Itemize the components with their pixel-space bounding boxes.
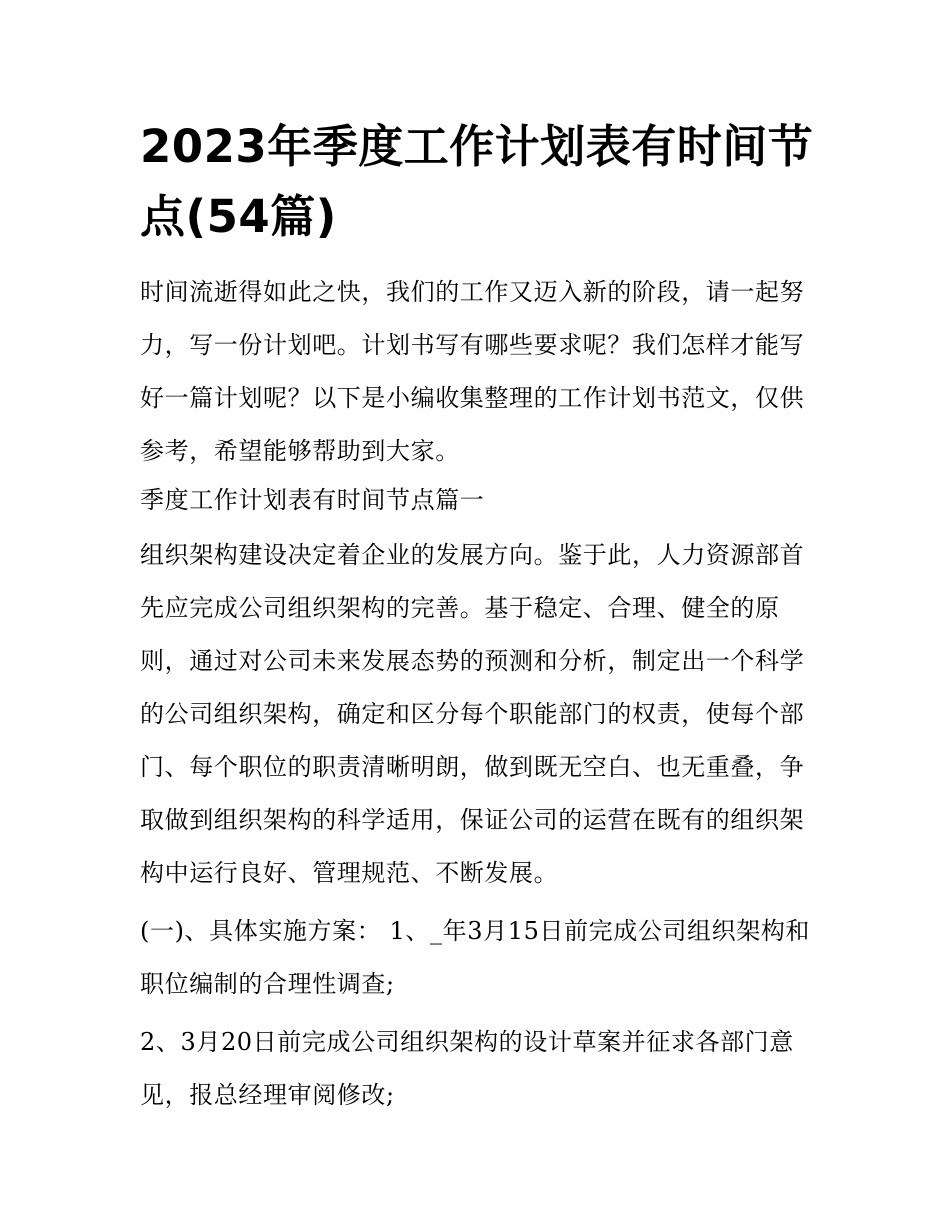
intro-paragraph: 时间流逝得如此之快，我们的工作又迈入新的阶段，请一起努力，写一份计划吧。计划书写有哪些要求呢？我们怎样才能写好一篇计划呢？以下是小编收集整理的工作计划书范文，仅供参考，希望能够帮助到大家。	[140, 278, 805, 465]
section-heading: 季度工作计划表有时间节点篇一	[140, 486, 485, 514]
document-title: 2023年季度工作计划表有时间节点(54篇)	[140, 120, 814, 243]
document-body	[140, 112, 820, 1127]
body-paragraph: 组织架构建设决定着企业的发展方向。鉴于此，人力资源部首先应完成公司组织架构的完善。基于稳定、合理、健全的原则，通过对公司未来发展态势的预测和分析，制定出一个科学的公司组织架构，确定和区分每个职能部门的权责，使每个部门、每个职位的职责清晰明朗，做到既无空白、也无重叠，争取做到组织架构的科学适用，保证公司的运营在既有的组织架构中运行良好、管理规范、不断发展。	[140, 541, 805, 887]
plan-item-1: (一)、具体实施方案： 1、_年3月15日前完成公司组织架构和职位编制的合理性调查;	[140, 917, 811, 998]
plan-item-2: 2、3月20日前完成公司组织架构的设计草案并征求各部门意见，报总经理审阅修改;	[140, 1028, 794, 1109]
